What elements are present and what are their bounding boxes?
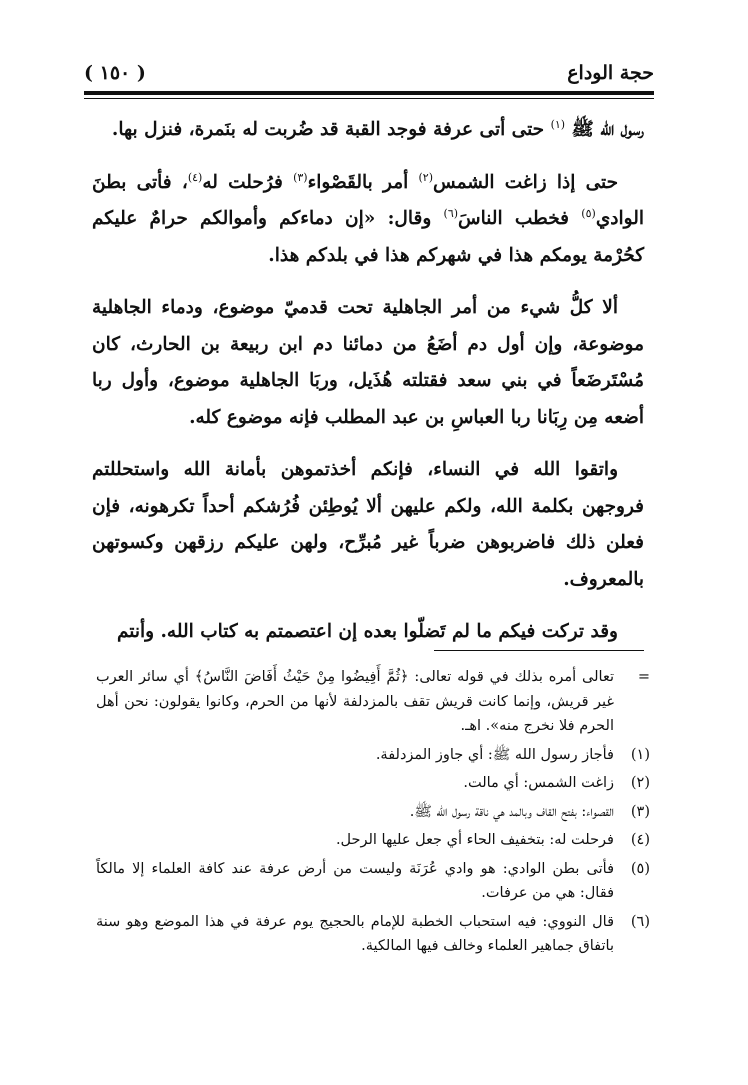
header-rule-thick xyxy=(84,91,654,95)
text-run: فخطب الناسَ xyxy=(458,208,582,229)
footnote-marker: = xyxy=(637,669,650,685)
footnote-marker: (٥) xyxy=(630,860,650,877)
footnote-ref-2: (٢) xyxy=(418,170,433,184)
footnote-2 xyxy=(96,771,650,796)
text-run: أمر بالقَصْواء xyxy=(307,171,419,193)
paragraph-1 xyxy=(92,112,644,149)
footnote-marker: (٣) xyxy=(630,803,650,820)
page-header xyxy=(84,60,654,88)
footnote-text: زاغت الشمس: أي مالت. xyxy=(463,775,614,791)
footnote-text: فرحلت له: بتخفيف الحاء أي جعل عليها الرحل. xyxy=(335,832,614,848)
paragraph-4: واتقوا الله في النساء، فإنكم أخذتموهن بأمانة الله واستحللتم فروجهن بكلمة الله، ولكم عليهن ألا يُوطِئن فُرُشكم أحداً تكرهونه، فإن فعلن ذلك فاضربوهن ضرباً غير مُبرِّح، ولهن عليكم رزقهن وكسوتهن بالمعروف. xyxy=(92,459,644,590)
footnote-6 xyxy=(96,910,650,959)
footnote-marker: (٦) xyxy=(630,913,650,930)
footnote-5 xyxy=(96,857,650,906)
footnote-continuation xyxy=(96,665,650,739)
footnote-1 xyxy=(96,743,650,768)
footnote-4 xyxy=(96,828,650,853)
paragraph-3: ألا كلُّ شيء من أمر الجاهلية تحت قدميّ موضوع، ودماء الجاهلية موضوعة، وإن أول دم أضَعُ من دمائنا دم ابن ربيعة بن الحارث، كان مُسْتَرضَعاً في بني سعد فقتلته هُذَيل، وربَا الجاهلية موضوع، وأول ربا أضعه مِن رِبَانا ربا العباسِ بن عبد المطلب فإنه موضوع كله. xyxy=(92,297,644,428)
text-run: وقال: «إن دماءكم وأموالكم حرامٌ عليكم كحُرْمة يومكم هذا في شهركم هذا في بلدكم هذا. xyxy=(92,208,644,266)
footnote-ref-3: (٣) xyxy=(293,170,308,184)
footnote-text: فأجاز رسول الله ﷺ: أي جاوز المزدلفة. xyxy=(375,746,614,763)
text-run: رسول الله ﷺ xyxy=(571,119,644,140)
footnote-3 xyxy=(96,800,650,825)
main-text xyxy=(92,112,644,651)
paragraph-2 xyxy=(92,165,644,275)
footnote-marker: (٢) xyxy=(630,775,650,791)
page-number: ( ١٥٠ ) xyxy=(84,62,146,84)
text-run: حتى أتى عرفة فوجد القبة قد ضُربت له بنَمرة، فنزل بها. xyxy=(111,119,551,140)
footnote-separator xyxy=(434,650,644,651)
paragraph-5: وقد تركت فيكم ما لم تَضلّوا بعده إن اعتصمتم به كتاب الله. وأنتم xyxy=(116,621,618,642)
running-title: حجة الوداع xyxy=(567,62,654,84)
footnote-text: تعالى أمره بذلك في قوله تعالى: ﴿ثُمَّ أَفِيضُوا مِنْ حَيْثُ أَفَاضَ النَّاسُ﴾ أي سائر العرب غير قريش، وإنما كانت قريش تقف بالمزدلفة لأنها من الحرم، وكانوا يقولون: نحن أهل الحرم فلا نخرج منه». اهـ. xyxy=(96,669,614,734)
footnote-text: قال النووي: فيه استحباب الخطبة للإمام بالحجيج يوم عرفة في هذا الموضع وهو سنة باتفاق جماهير العلماء وخالف فيها المالكية. xyxy=(96,913,614,954)
footnote-ref-6: (٦) xyxy=(443,206,459,220)
text-run: فرُحلت له xyxy=(202,171,294,193)
footnote-marker: (١) xyxy=(630,746,650,763)
footnote-text: القصواء: بفتح القاف وبالمد هي ناقة رسول الله ﷺ. xyxy=(409,803,614,820)
footnote-text: فأتى بطن الوادي: هو وادي عُرَنَة وليست من أرض عرفة عند كافة العلماء إلا مالكاً فقال: هي من عرفات. xyxy=(96,860,614,901)
text-run: ، فأتى بطنَ الوادي xyxy=(92,171,645,229)
footnotes xyxy=(96,665,650,959)
footnote-ref-4: (٤) xyxy=(187,170,203,184)
footnote-ref-5: (٥) xyxy=(581,206,596,220)
footnote-marker: (٤) xyxy=(630,832,650,848)
text-run: حتى إذا زاغت الشمس xyxy=(432,171,619,193)
header-rule-thin xyxy=(84,98,654,99)
footnote-ref-1: (١) xyxy=(550,117,566,131)
